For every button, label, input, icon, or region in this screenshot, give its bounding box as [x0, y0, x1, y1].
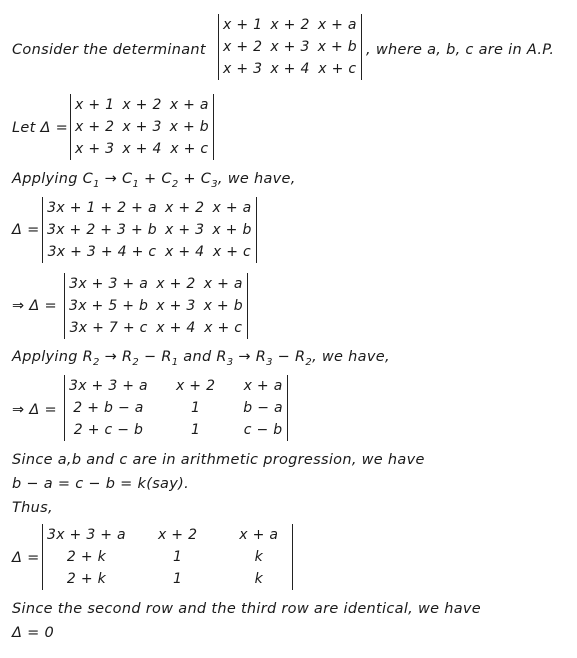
matrix-row	[43, 546, 292, 568]
ap-statement: Since a,b and c are in arithmetic progression, we have	[12, 452, 425, 468]
matrix-row	[71, 138, 213, 160]
identical-rows-statement: Since the second row and the third row are identical, we have	[12, 601, 482, 617]
matrix-cell: x + 3	[270, 39, 310, 55]
matrix-cell: 2 + c − b	[73, 422, 144, 438]
intro-text: Consider the determinant	[12, 42, 206, 58]
matrix-cell: x + b	[317, 39, 357, 55]
matrix-cell: x + a	[317, 17, 357, 33]
matrix-cell: 2 + k	[66, 571, 107, 587]
matrix-cell: x + a	[243, 378, 283, 394]
delta-label-2: Δ =	[12, 222, 40, 238]
matrix-cell: c − b	[243, 422, 283, 438]
determinant-4	[64, 273, 248, 339]
matrix-cell: 3x + 3 + a	[69, 378, 148, 394]
matrix-row	[43, 197, 256, 219]
matrix-cell: x + 2	[75, 119, 115, 135]
matrix-cell: 3x + 1 + 2 + a	[47, 200, 157, 216]
delta-label-3: Δ =	[12, 550, 40, 566]
matrix-row	[43, 524, 292, 546]
matrix-cell: 3x + 3 + 4 + c	[47, 244, 157, 260]
matrix-cell: x + 4	[122, 141, 162, 157]
matrix-cell: 3x + 7 + c	[69, 320, 148, 336]
matrix-row	[65, 295, 247, 317]
matrix-cell: x + 2	[270, 17, 310, 33]
matrix-cell: x + a	[239, 527, 279, 543]
matrix-cell: x + 4	[156, 320, 196, 336]
matrix-row	[43, 568, 292, 590]
matrix-cell: x + 2	[157, 527, 198, 543]
matrix-row	[219, 14, 361, 36]
determinant-5	[64, 375, 288, 441]
matrix-row	[65, 397, 287, 419]
matrix-cell: 1	[191, 400, 201, 416]
determinant-6	[42, 524, 293, 590]
matrix-row	[219, 36, 361, 58]
intro-suffix: , where a, b, c are in A.P.	[366, 42, 555, 58]
matrix-cell: x + 1	[223, 17, 263, 33]
matrix-cell: x + c	[170, 141, 209, 157]
matrix-cell: k	[254, 571, 263, 587]
matrix-cell: 2 + k	[66, 549, 107, 565]
matrix-cell: x + a	[169, 97, 209, 113]
matrix-cell: x + 3	[156, 298, 196, 314]
matrix-cell: x + 2	[223, 39, 263, 55]
matrix-row	[65, 419, 287, 441]
matrix-cell: 1	[173, 549, 183, 565]
matrix-row	[65, 273, 247, 295]
matrix-cell: x + 3	[165, 222, 205, 238]
matrix-cell: 1	[173, 571, 183, 587]
matrix-row	[65, 317, 247, 339]
matrix-cell: 3x + 3 + a	[69, 276, 149, 292]
matrix-cell: x + 3	[122, 119, 162, 135]
matrix-cell: x + a	[212, 200, 252, 216]
matrix-cell: x + c	[212, 244, 252, 260]
let-delta-label: Let Δ =	[12, 120, 69, 136]
matrix-cell: x + b	[169, 119, 209, 135]
matrix-cell: x + 4	[270, 61, 310, 77]
k-definition: b − a = c − b = k(say).	[12, 476, 189, 492]
determinant-3	[42, 197, 257, 263]
matrix-row	[43, 241, 256, 263]
matrix-cell: x + 4	[165, 244, 205, 260]
matrix-cell: x + 1	[75, 97, 115, 113]
matrix-cell: x + 3	[75, 141, 115, 157]
determinant-2	[70, 94, 214, 160]
matrix-cell: 1	[191, 422, 201, 438]
thus-text: Thus,	[12, 500, 53, 516]
matrix-cell: b − a	[243, 400, 283, 416]
matrix-cell: x + 3	[223, 61, 263, 77]
matrix-cell: x + 2	[165, 200, 205, 216]
matrix-cell: x + 2	[122, 97, 162, 113]
matrix-cell: x + 2	[156, 276, 196, 292]
matrix-cell: 3x + 5 + b	[69, 298, 149, 314]
matrix-cell: x + c	[318, 61, 357, 77]
determinant-1	[218, 14, 362, 80]
matrix-cell: 3x + 3 + a	[47, 527, 126, 543]
matrix-cell: x + c	[204, 320, 243, 336]
matrix-cell: x + a	[203, 276, 243, 292]
matrix-row	[219, 58, 361, 80]
row-operation-text: Applying $R_2 \to R_2 - R_1$ and $R_3 \to R_3 - R_2$, we have,	[12, 349, 390, 368]
implies-delta-label: ⇒ Δ =	[12, 298, 57, 314]
matrix-cell: x + 2	[175, 378, 216, 394]
matrix-cell: k	[254, 549, 263, 565]
matrix-row	[71, 116, 213, 138]
matrix-cell: 2 + b − a	[73, 400, 144, 416]
matrix-row	[43, 219, 256, 241]
implies-delta-label-2: ⇒ Δ =	[12, 402, 57, 418]
matrix-cell: 3x + 2 + 3 + b	[47, 222, 157, 238]
result-text: Δ = 0	[12, 625, 55, 641]
matrix-cell: x + b	[203, 298, 243, 314]
matrix-row	[71, 94, 213, 116]
matrix-row	[65, 375, 287, 397]
matrix-cell: x + b	[212, 222, 252, 238]
column-operation-text: Applying $C_1 \to C_1 + C_2 + C_3$, we have,	[12, 171, 296, 190]
